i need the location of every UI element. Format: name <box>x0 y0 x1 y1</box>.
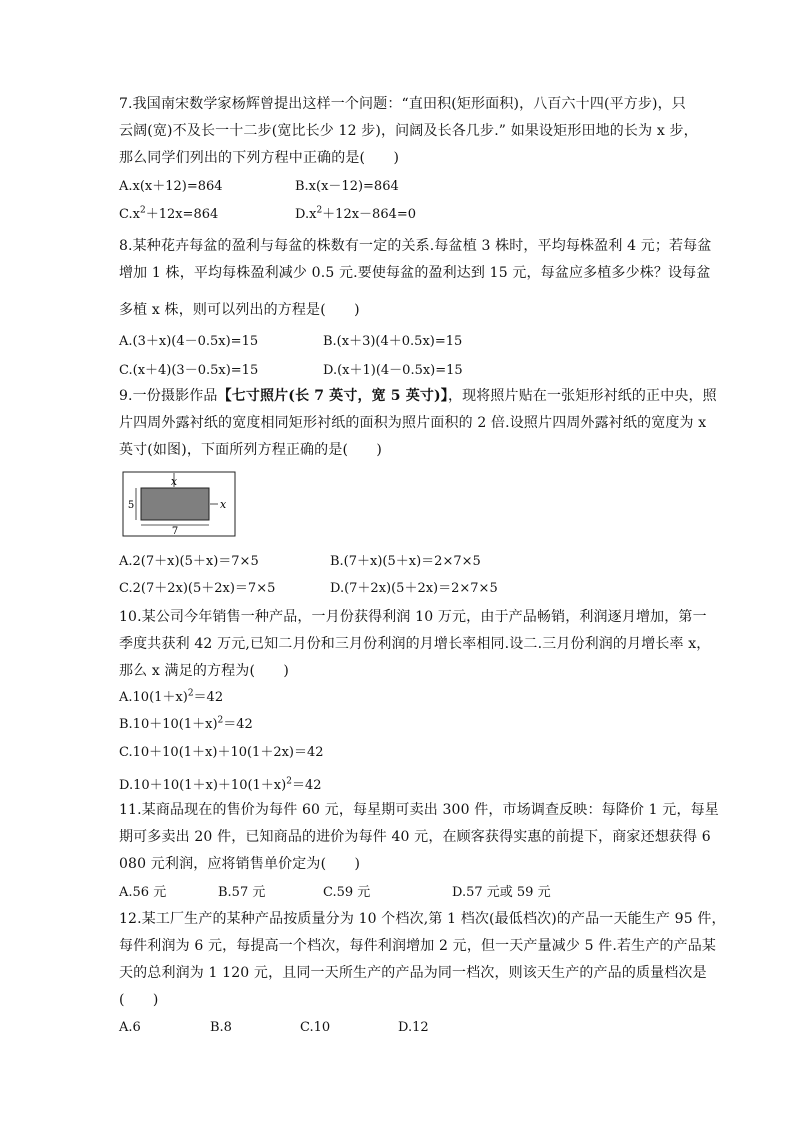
q10-option-b-base: B.10＋10(1＋x) <box>119 717 218 732</box>
q9-option-b: B.(7＋x)(5＋x)＝2×7×5 <box>330 554 481 569</box>
q10-option-a-base: A.10(1＋x) <box>119 690 188 705</box>
q10-option-d-base: D.10＋10(1＋x)＋10(1＋x) <box>119 778 287 793</box>
q8-stem-line-2: 增加 1 株，平均每株盈利减少 0.5 元.要使每盆的盈利达到 15 元，每盆应多植多少株？设每盆 <box>119 265 711 281</box>
q10-stem-line-3: 那么 x 满足的方程为( ) <box>119 663 289 679</box>
q9-stem-bold-note: 【七寸照片(长 7 英寸，宽 5 英寸)】 <box>217 388 448 404</box>
q9-stem-intro: 9.一份摄影作品 <box>119 388 218 404</box>
q7-option-d-exp: 2 <box>316 205 323 216</box>
q7-option-d <box>295 206 416 224</box>
q10-option-a-exp: 2 <box>187 688 194 699</box>
q10-option-b <box>119 716 253 734</box>
q11-stem-line-1: 11.某商品现在的售价为每件 60 元，每星期可卖出 300 件，市场调查反映：每降价 1 元，每星 <box>119 802 719 818</box>
q10-option-d-rest: ＝42 <box>291 778 322 793</box>
q12-stem-line-4: ( ) <box>119 992 159 1008</box>
q7-option-d-rest: ＋12x－864=0 <box>322 207 417 222</box>
q10-option-a-rest: ＝42 <box>193 690 224 705</box>
q7-option-a: A.x(x＋12)=864 <box>119 179 223 194</box>
q11-option-c: C.59 元 <box>323 885 371 900</box>
q11-option-a: A.56 元 <box>119 885 167 900</box>
right-x-label: x <box>220 498 227 511</box>
q10-stem-line-2: 季度共获利 42 万元,已知二月份和三月份利润的月增长率相同.设二.三月份利润的月增长率 x， <box>119 636 711 652</box>
q9-option-d: D.(7＋2x)(5＋2x)＝2×7×5 <box>330 581 498 596</box>
q11-stem-line-2: 期可多卖出 20 件，已知商品的进价为每件 40 元，在顾客获得实惠的前提下，商家还想获得 6 <box>119 829 711 845</box>
photo-rectangle <box>141 488 209 520</box>
q8-stem-line-3: 多植 x 株，则可以列出的方程是( ) <box>119 302 360 318</box>
q9-stem-line-3: 英寸(如图)，下面所列方程正确的是( ) <box>119 442 382 458</box>
q8-stem-line-1: 8.某种花卉每盆的盈利与每盆的株数有一定的关系.每盆植 3 株时，平均每株盈利 4 元；若每盆 <box>119 238 712 254</box>
q9-stem-rest: ，现将照片贴在一张矩形衬纸的正中央，照 <box>447 388 717 404</box>
q9-stem-line-2: 片四周外露衬纸的宽度相同矩形衬纸的面积为照片面积的 2 倍.设照片四周外露衬纸的宽度为 x <box>119 415 707 431</box>
q12-stem-line-2: 每件利润为 6 元，每提高一个档次，每件利润增加 2 元，但一天产量减少 5 件.若生产的产品某 <box>119 938 717 954</box>
q7-stem-line-3: 那么同学们列出的下列方程中正确的是( ) <box>119 150 400 166</box>
q10-option-b-rest: ＝42 <box>223 717 253 732</box>
q8-option-d: D.(x＋1)(4－0.5x)=15 <box>323 363 463 378</box>
q10-option-b-exp: 2 <box>217 715 224 726</box>
q7-option-b: B.x(x－12)=864 <box>295 179 399 194</box>
q12-option-d: D.12 <box>398 1020 429 1035</box>
q11-stem-line-3: 080 元利润，应将销售单价定为( ) <box>119 856 361 872</box>
q9-stem-line-1 <box>119 386 717 406</box>
q7-stem-line-2: 云阔(宽)不及长一十二步(宽比长少 12 步)，问阔及长各几步.” 如果设矩形田地的长为 x 步， <box>119 123 698 139</box>
q10-option-d <box>119 777 322 795</box>
width-7-label: 7 <box>171 526 179 537</box>
q10-option-a <box>119 689 223 707</box>
photo-mat-diagram <box>122 471 236 537</box>
q10-stem-line-1: 10.某公司今年销售一种产品，一月份获得利润 10 万元，由于产品畅销，利润逐月增加，第一 <box>119 609 707 625</box>
q9-option-c: C.2(7＋2x)(5＋2x)＝7×5 <box>119 581 276 596</box>
q11-option-d: D.57 元或 59 元 <box>452 885 551 900</box>
q8-option-b: B.(x＋3)(4＋0.5x)=15 <box>323 334 463 349</box>
q7-option-c-exp: 2 <box>139 205 146 216</box>
q12-stem-line-3: 天的总利润为 1 120 元，且同一天所生产的产品为同一档次，则该天生产的产品的质量档次是 <box>119 965 707 981</box>
q7-stem-line-1: 7.我国南宋数学家杨辉曾提出这样一个问题：“直田积(矩形面积)，八百六十四(平方步)，只 <box>119 96 686 112</box>
q7-option-d-base: D.x <box>295 207 317 222</box>
top-x-label: x <box>170 475 178 488</box>
q8-option-a: A.(3＋x)(4－0.5x)=15 <box>119 334 259 349</box>
q9-option-a: A.2(7＋x)(5＋x)＝7×5 <box>119 554 259 569</box>
q7-option-c <box>119 206 218 224</box>
q7-option-c-base: C.x <box>119 207 140 222</box>
q10-option-c: C.10＋10(1＋x)＋10(1＋2x)＝42 <box>119 745 324 760</box>
q10-option-d-exp: 2 <box>286 776 292 787</box>
q12-option-b: B.8 <box>210 1020 232 1035</box>
q7-option-c-rest: ＋12x=864 <box>145 207 219 222</box>
q11-option-b: B.57 元 <box>218 885 266 900</box>
q12-option-c: C.10 <box>300 1020 331 1035</box>
height-5-label: 5 <box>127 500 135 511</box>
q8-option-c: C.(x＋4)(3－0.5x)=15 <box>119 363 259 378</box>
q12-stem-line-1: 12.某工厂生产的某种产品按质量分为 10 个档次,第 1 档次(最低档次)的产品一天能生产 95 件， <box>119 911 726 927</box>
q12-option-a: A.6 <box>119 1020 141 1035</box>
